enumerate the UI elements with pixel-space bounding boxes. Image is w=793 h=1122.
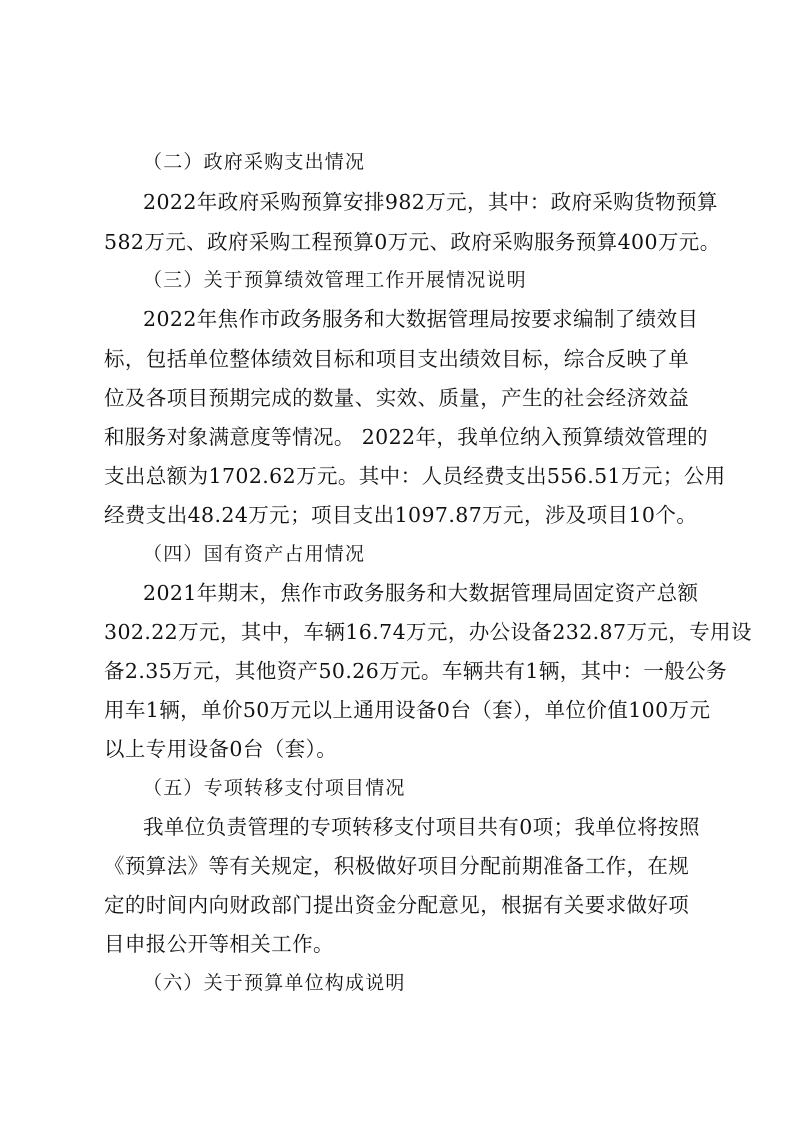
paragraph-line: 支出总额为1702.62万元。其中：人员经费支出556.51万元；公用: [104, 464, 726, 488]
paragraph-line: 经费支出48.24万元；项目支出1097.87万元，涉及项目10个。: [104, 503, 698, 527]
paragraph-line: 用车1辆，单价50万元以上通用设备0台（套），单位价值100万元: [104, 698, 711, 722]
section-heading: （六）关于预算单位构成说明: [143, 972, 406, 994]
paragraph-line: 位及各项目预期完成的数量、实效、质量，产生的社会经济效益: [104, 386, 690, 410]
paragraph-line: 备2.35万元，其他资产50.26万元。车辆共有1辆，其中：一般公务: [104, 659, 727, 683]
paragraph-line: 582万元、政府采购工程预算0万元、政府采购服务预算400万元。: [104, 230, 721, 254]
paragraph-line: 定的时间内向财政部门提出资金分配意见，根据有关要求做好项: [104, 893, 690, 917]
paragraph-line: 2021年期末，焦作市政务服务和大数据管理局固定资产总额: [143, 581, 699, 605]
paragraph-line: 2022年政府采购预算安排982万元，其中：政府采购货物预算: [143, 190, 718, 214]
paragraph-line: 和服务对象满意度等情况。 2022年，我单位纳入预算绩效管理的: [104, 425, 709, 449]
section-heading: （三）关于预算绩效管理工作开展情况说明: [143, 269, 527, 291]
section-heading: （二）政府采购支出情况: [143, 151, 366, 173]
paragraph-line: 以上专用设备0台（套）。: [104, 737, 338, 761]
paragraph-line: 目申报公开等相关工作。: [104, 932, 334, 956]
paragraph-line: 《预算法》等有关规定，积极做好项目分配前期准备工作，在规: [104, 854, 690, 878]
paragraph-line: 我单位负责管理的专项转移支付项目共有0项；我单位将按照: [143, 815, 700, 839]
section-heading: （四）国有资产占用情况: [143, 543, 366, 565]
paragraph-line: 标，包括单位整体绩效目标和项目支出绩效目标，综合反映了单: [104, 347, 690, 371]
paragraph-line: 302.22万元，其中，车辆16.74万元，办公设备232.87万元，专用设: [104, 620, 752, 644]
paragraph-line: 2022年焦作市政务服务和大数据管理局按要求编制了绩效目: [143, 307, 699, 331]
section-heading: （五）专项转移支付项目情况: [143, 777, 406, 799]
